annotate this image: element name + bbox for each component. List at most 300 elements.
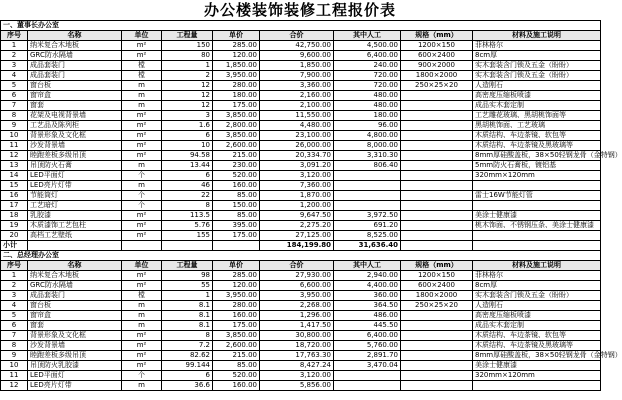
table-cell	[334, 181, 401, 191]
table-cell: 纳米复合木地板	[28, 41, 122, 51]
table-cell	[473, 241, 601, 251]
subtotal-total: 184,199.80	[260, 241, 334, 251]
table-cell: 900×2000	[401, 61, 473, 71]
table-cell: 窗套	[28, 321, 122, 331]
table-cell	[401, 231, 473, 241]
table-cell: 8mm厚硅酸盖板，38×50轻钢龙骨（金特钢）	[473, 351, 601, 361]
table-cell: 木质结构、车边茶镜、软包等	[473, 131, 601, 141]
section-label: 一、董事长办公室	[1, 21, 601, 31]
table-cell: 150.00	[213, 201, 260, 211]
table-cell: 实木套装含门锁及五金（盼盼）	[473, 291, 601, 301]
table-cell: 3,120.00	[260, 171, 334, 181]
table-cell: 4,800.00	[334, 131, 401, 141]
table-cell: m	[122, 381, 162, 391]
table-cell: 9,600.00	[260, 51, 334, 61]
table-cell: 木质结构、车边茶镜及黑玻璃等	[473, 141, 601, 151]
table-cell: 360.00	[334, 291, 401, 301]
header-cell: 材料及施工说明	[473, 261, 601, 271]
table-cell: 17	[1, 201, 28, 211]
table-cell: 8.1	[162, 301, 213, 311]
table-cell: 6,400.00	[334, 331, 401, 341]
table-cell: 菲林格尔	[473, 271, 601, 281]
table-cell: 520.00	[213, 371, 260, 381]
table-cell: 12	[162, 101, 213, 111]
table-row	[1, 271, 601, 281]
table-cell: 8	[1, 341, 28, 351]
table-cell	[473, 231, 601, 241]
table-cell: 工艺暗灯	[28, 201, 122, 211]
table-cell	[213, 241, 260, 251]
table-cell: 成品实木套定制	[473, 321, 601, 331]
table-cell: 美涂士健康漆	[473, 361, 601, 371]
table-cell: m²	[122, 221, 162, 231]
table-cell: 成品套装门	[28, 71, 122, 81]
table-cell: 9	[1, 351, 28, 361]
table-cell: 8	[162, 331, 213, 341]
table-cell	[334, 381, 401, 391]
table-cell: m²	[122, 131, 162, 141]
table-cell: 8.1	[162, 311, 213, 321]
table-cell: 250×25×20	[401, 301, 473, 311]
table-cell: 155	[162, 231, 213, 241]
table-cell: 吊顶防火乳胶漆	[28, 361, 122, 371]
table-row	[1, 331, 601, 341]
table-cell: 背景形象及文化框	[28, 131, 122, 141]
table-cell: 19	[1, 221, 28, 231]
table-cell: 16	[1, 191, 28, 201]
table-cell: 7,900.00	[260, 71, 334, 81]
table-cell	[401, 111, 473, 121]
header-cell: 单位	[122, 31, 162, 41]
table-cell: 46	[162, 181, 213, 191]
header-cell: 工程量	[162, 261, 213, 271]
table-cell: GRC防水隔墙	[28, 51, 122, 61]
table-cell: 5	[1, 311, 28, 321]
table-cell: 8	[162, 201, 213, 211]
table-cell: 20,334.70	[260, 151, 334, 161]
table-cell: 3,120.00	[260, 371, 334, 381]
table-cell: 1,296.00	[260, 311, 334, 321]
table-cell: 13	[1, 161, 28, 171]
table-cell	[401, 91, 473, 101]
table-cell: 520.00	[213, 171, 260, 181]
table-cell: 85.00	[213, 361, 260, 371]
table-cell	[401, 151, 473, 161]
table-cell: LED平面灯	[28, 171, 122, 181]
table-cell: 96.00	[334, 121, 401, 131]
table-cell: 20	[1, 231, 28, 241]
table-cell: 2,275.20	[260, 221, 334, 231]
table-cell: 2	[1, 51, 28, 61]
table-cell	[401, 341, 473, 351]
table-cell: m	[122, 81, 162, 91]
table-cell	[401, 171, 473, 181]
table-cell: 27,930.00	[260, 271, 334, 281]
table-cell: 沙发背景墙	[28, 341, 122, 351]
table-cell: 600×2400	[401, 51, 473, 61]
table-cell: 黑胡桃饰面、工艺玻璃	[473, 121, 601, 131]
table-cell: 花架及电视背景墙	[28, 111, 122, 121]
table-cell: 11	[1, 371, 28, 381]
subtotal-labor: 31,636.40	[334, 241, 401, 251]
table-cell: 窗台板	[28, 301, 122, 311]
table-cell: 85.00	[213, 211, 260, 221]
table-cell: 个	[122, 191, 162, 201]
table-cell	[401, 201, 473, 211]
header-cell: 单价	[213, 31, 260, 41]
table-cell: 1800×2000	[401, 71, 473, 81]
table-cell: 8,525.00	[334, 231, 401, 241]
table-cell	[401, 141, 473, 151]
table-cell: 实木套装含门锁及五金（盼盼）	[473, 61, 601, 71]
section-row	[1, 21, 601, 31]
table-cell: 11,550.00	[260, 111, 334, 121]
table-cell: 27,125.00	[260, 231, 334, 241]
table-cell: 8,427.24	[260, 361, 334, 371]
table-cell: m²	[122, 361, 162, 371]
table-cell: 1.6	[162, 121, 213, 131]
table-cell: 55	[162, 281, 213, 291]
table-cell: 高密度压缩板喷漆	[473, 311, 601, 321]
table-row	[1, 51, 601, 61]
table-cell: 1,200.00	[260, 201, 334, 211]
table-cell: 3,850.00	[213, 331, 260, 341]
table-cell	[401, 241, 473, 251]
table-cell: m	[122, 161, 162, 171]
table-cell: 樘	[122, 291, 162, 301]
table-cell: 8cm厚	[473, 51, 601, 61]
table-cell: 3,470.04	[334, 361, 401, 371]
table-row	[1, 221, 601, 231]
table-cell: 节能筒灯	[28, 191, 122, 201]
table-cell: 36.6	[162, 381, 213, 391]
table-cell: 睦跑差板多级吊顶	[28, 151, 122, 161]
table-cell: 160.00	[213, 311, 260, 321]
table-row	[1, 161, 601, 171]
table-cell: 3,950.00	[260, 291, 334, 301]
table-cell: 3	[1, 61, 28, 71]
table-cell: 纳米复合木地板	[28, 271, 122, 281]
table-cell: 2	[1, 281, 28, 291]
table-cell: 个	[122, 201, 162, 211]
table-cell: 窗帘盒	[28, 91, 122, 101]
table-cell	[162, 241, 213, 251]
table-cell: 13.44	[162, 161, 213, 171]
table-cell: 175.00	[213, 101, 260, 111]
table-cell: 3,950.00	[213, 71, 260, 81]
table-row	[1, 71, 601, 81]
header-cell: 规格（mm）	[401, 31, 473, 41]
table-cell: 10	[1, 131, 28, 141]
header-cell: 序号	[1, 261, 28, 271]
table-cell: 4,480.00	[260, 121, 334, 131]
header-cell: 工程量	[162, 31, 213, 41]
table-cell: 2,800.00	[213, 121, 260, 131]
table-cell: 395.00	[213, 221, 260, 231]
table-cell: m²	[122, 341, 162, 351]
quote-table-body	[1, 21, 622, 391]
table-cell: 160.00	[213, 181, 260, 191]
table-cell: 3	[1, 291, 28, 301]
table-cell: 菲林格尔	[473, 41, 601, 51]
header-row	[1, 261, 601, 271]
table-cell: 5	[1, 81, 28, 91]
table-cell: 160.00	[213, 381, 260, 391]
table-cell: 8	[1, 111, 28, 121]
table-cell: 85.00	[213, 191, 260, 201]
table-cell: LED亮片灯带	[28, 381, 122, 391]
table-cell: LED亮片灯带	[28, 181, 122, 191]
table-cell: 2	[162, 71, 213, 81]
table-cell: 3,310.30	[334, 151, 401, 161]
table-cell: 美涂士健康漆	[473, 211, 601, 221]
table-cell: m	[122, 311, 162, 321]
table-cell: 8.1	[162, 321, 213, 331]
table-cell	[401, 331, 473, 341]
table-cell: 3,972.50	[334, 211, 401, 221]
header-cell: 合价	[260, 261, 334, 271]
header-cell: 规格（mm）	[401, 261, 473, 271]
table-cell: 18	[1, 211, 28, 221]
table-cell: 成品实木套定制	[473, 101, 601, 111]
table-row	[1, 321, 601, 331]
table-cell: 1,850.00	[213, 61, 260, 71]
table-cell: m	[122, 301, 162, 311]
table-cell: 2,100.00	[260, 101, 334, 111]
table-cell: LED平面灯	[28, 371, 122, 381]
table-cell: 240.00	[334, 61, 401, 71]
table-row	[1, 281, 601, 291]
subtotal-row	[1, 241, 601, 251]
section-label: 二、总经理办公室	[1, 251, 601, 261]
table-cell: 3,850.00	[213, 131, 260, 141]
table-row	[1, 131, 601, 141]
table-cell: 120.00	[213, 51, 260, 61]
header-cell: 名称	[28, 261, 122, 271]
table-cell: 6,600.00	[260, 281, 334, 291]
table-cell: 3,950.00	[213, 291, 260, 301]
table-cell: 人造刚石	[473, 301, 601, 311]
table-row	[1, 361, 601, 371]
table-cell: 1800×2000	[401, 291, 473, 301]
table-cell: 1	[162, 291, 213, 301]
table-cell: 3,850.00	[213, 111, 260, 121]
table-cell: 215.00	[213, 351, 260, 361]
table-cell: 1200×150	[401, 271, 473, 281]
page-title: 办公楼装饰装修工程报价表	[203, 1, 396, 19]
table-cell: 乳胶漆	[28, 211, 122, 221]
table-cell: 4,400.00	[334, 281, 401, 291]
table-cell: 5,856.00	[260, 381, 334, 391]
table-cell	[473, 181, 601, 191]
table-cell: 实木套装含门锁及五金（盼盼）	[473, 71, 601, 81]
table-cell: 木质结构、车边茶镜、软包等	[473, 331, 601, 341]
table-cell: 250×25×20	[401, 81, 473, 91]
table-cell: 8cm厚	[473, 281, 601, 291]
table-row	[1, 371, 601, 381]
table-cell: 窗套	[28, 101, 122, 111]
table-row	[1, 151, 601, 161]
table-cell: 8,000.00	[334, 141, 401, 151]
table-cell	[401, 351, 473, 361]
table-cell: 木质漆饰工艺包柱	[28, 221, 122, 231]
table-cell	[401, 121, 473, 131]
table-cell: 3,360.00	[260, 81, 334, 91]
table-cell	[401, 211, 473, 221]
table-cell: 175.00	[213, 231, 260, 241]
table-cell: 486.00	[334, 311, 401, 321]
table-row	[1, 311, 601, 321]
table-cell: m²	[122, 211, 162, 221]
table-cell: 2,160.00	[260, 91, 334, 101]
table-cell: m²	[122, 281, 162, 291]
table-cell: 11	[1, 141, 28, 151]
table-cell: m²	[122, 151, 162, 161]
table-row	[1, 301, 601, 311]
table-cell	[401, 381, 473, 391]
table-cell	[473, 201, 601, 211]
table-cell: 7.2	[162, 341, 213, 351]
table-cell: 600×2400	[401, 281, 473, 291]
table-cell: 17,763.30	[260, 351, 334, 361]
table-cell: 2,600.00	[213, 341, 260, 351]
table-cell	[401, 361, 473, 371]
table-cell: 7	[1, 101, 28, 111]
table-cell: 窗台板	[28, 81, 122, 91]
table-row	[1, 381, 601, 391]
table-cell: 320mm×120mm	[473, 371, 601, 381]
table-row	[1, 111, 601, 121]
table-cell	[334, 371, 401, 381]
table-cell	[473, 381, 601, 391]
table-cell: 樘	[122, 71, 162, 81]
table-cell: 180.00	[334, 111, 401, 121]
table-cell: 8mm厚硅酸盖板，38×50轻钢龙骨（金特钢）	[473, 151, 601, 161]
table-cell: 5mm防火石膏板，镀铝基	[473, 161, 601, 171]
table-cell: 280.00	[213, 81, 260, 91]
table-row	[1, 41, 601, 51]
table-cell: 30,800.00	[260, 331, 334, 341]
header-cell: 序号	[1, 31, 28, 41]
table-cell: 1	[1, 41, 28, 51]
table-row	[1, 171, 601, 181]
table-row	[1, 121, 601, 131]
table-cell	[28, 241, 122, 251]
table-cell: 364.50	[334, 301, 401, 311]
table-cell: 樘	[122, 61, 162, 71]
table-cell: 720.00	[334, 81, 401, 91]
table-cell: 2,268.00	[260, 301, 334, 311]
table-row	[1, 91, 601, 101]
table-cell: 4,500.00	[334, 41, 401, 51]
table-cell: 806.40	[334, 161, 401, 171]
table-cell: 背景形象及文化框	[28, 331, 122, 341]
table-cell	[334, 171, 401, 181]
table-cell: m	[122, 321, 162, 331]
table-cell: 木质结构、车边茶镜及黑玻璃等	[473, 341, 601, 351]
table-cell: 4	[1, 301, 28, 311]
table-cell: 个	[122, 371, 162, 381]
table-cell: GRC防水隔墙	[28, 281, 122, 291]
table-cell: 42,750.00	[260, 41, 334, 51]
table-cell	[401, 161, 473, 171]
table-cell: 成品套装门	[28, 291, 122, 301]
table-cell: 1,417.50	[260, 321, 334, 331]
table-cell: 12	[1, 381, 28, 391]
table-cell: 720.00	[334, 71, 401, 81]
table-cell	[401, 311, 473, 321]
table-cell	[122, 241, 162, 251]
table-row	[1, 201, 601, 211]
table-cell: 99.144	[162, 361, 213, 371]
table-cell: 150	[162, 41, 213, 51]
table-cell: 6	[1, 321, 28, 331]
table-cell: 睦跑差板多级吊顶	[28, 351, 122, 361]
table-cell: m	[122, 181, 162, 191]
table-cell: 285.00	[213, 271, 260, 281]
table-cell: m²	[122, 111, 162, 121]
table-cell: 高密度压缩板喷漆	[473, 91, 601, 101]
table-cell: 445.50	[334, 321, 401, 331]
table-cell: 5,760.00	[334, 341, 401, 351]
table-cell: 94.58	[162, 151, 213, 161]
header-cell: 材料及施工说明	[473, 31, 601, 41]
table-cell: 180.00	[213, 91, 260, 101]
table-cell: 691.20	[334, 221, 401, 231]
table-cell: 18,720.00	[260, 341, 334, 351]
table-cell: 7	[1, 331, 28, 341]
table-cell: m²	[122, 51, 162, 61]
table-cell: 成品套装门	[28, 61, 122, 71]
table-cell: 雷士16W节能灯管	[473, 191, 601, 201]
table-cell: 480.00	[334, 101, 401, 111]
header-cell: 单位	[122, 261, 162, 271]
table-cell: 12	[162, 81, 213, 91]
table-cell: 高档工艺壁纸	[28, 231, 122, 241]
table-cell: 26,000.00	[260, 141, 334, 151]
table-cell: 230.00	[213, 161, 260, 171]
table-cell: 人造刚石	[473, 81, 601, 91]
table-row	[1, 141, 601, 151]
header-row	[1, 31, 601, 41]
table-row	[1, 351, 601, 361]
table-cell: 3,091.20	[260, 161, 334, 171]
table-cell: 1200×150	[401, 41, 473, 51]
table-cell: 吊顶防火石膏	[28, 161, 122, 171]
table-cell: 23,100.00	[260, 131, 334, 141]
table-cell: m²	[122, 331, 162, 341]
table-cell: 15	[1, 181, 28, 191]
table-row	[1, 291, 601, 301]
table-row	[1, 101, 601, 111]
table-cell: 480.00	[334, 91, 401, 101]
subtotal-label: 小计	[1, 241, 28, 251]
table-cell: 9	[1, 121, 28, 131]
table-cell: 82.62	[162, 351, 213, 361]
table-cell: 沙发背景墙	[28, 141, 122, 151]
table-cell: 工艺品及陈列柜	[28, 121, 122, 131]
table-row	[1, 341, 601, 351]
table-cell: 2,891.70	[334, 351, 401, 361]
table-cell: m²	[122, 41, 162, 51]
table-cell: 120.00	[213, 281, 260, 291]
table-cell: m²	[122, 351, 162, 361]
table-cell: 320mm×120mm	[473, 171, 601, 181]
table-cell: 1,850.00	[260, 61, 334, 71]
table-cell: 3	[162, 111, 213, 121]
table-cell: m²	[122, 141, 162, 151]
table-cell: 1	[1, 271, 28, 281]
